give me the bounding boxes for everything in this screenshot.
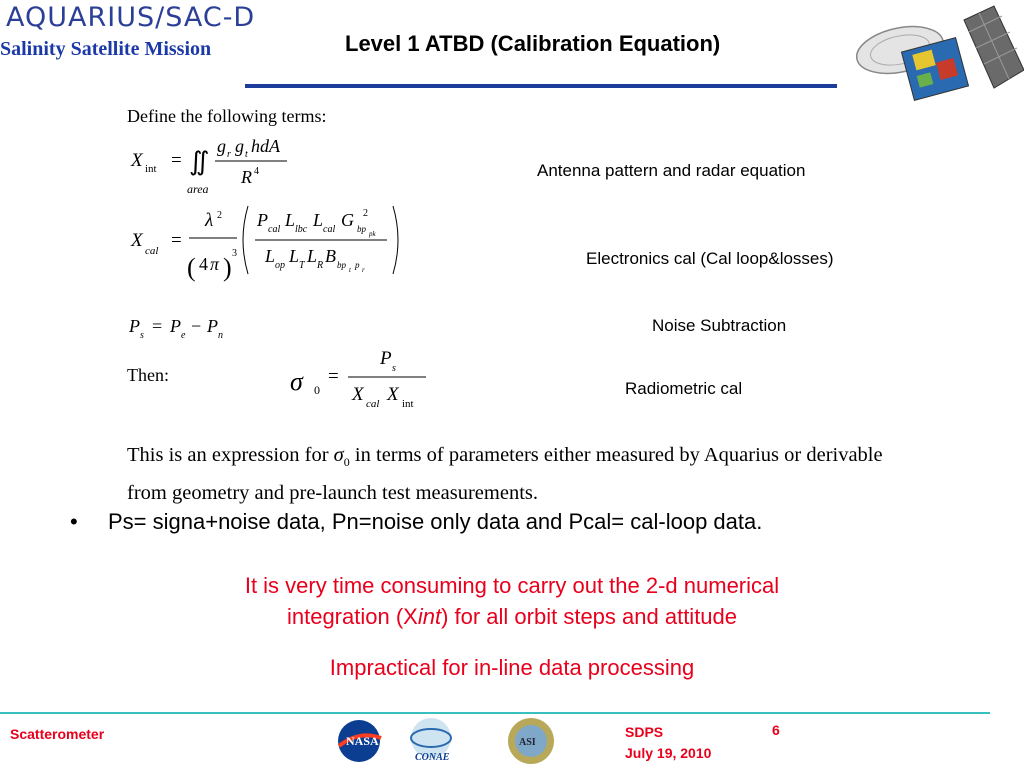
then-text: Then: [127, 365, 169, 385]
title-underline [245, 84, 837, 88]
svg-text:s: s [392, 363, 396, 374]
svg-text:g: g [217, 136, 226, 156]
equation-x-int [125, 132, 305, 200]
svg-text:t: t [245, 149, 248, 160]
svg-text:p: p [355, 260, 360, 270]
svg-text:4: 4 [254, 166, 259, 177]
svg-text:CONAE: CONAE [415, 752, 450, 763]
svg-text:L: L [289, 246, 300, 266]
svg-text:P: P [207, 316, 218, 336]
footer-divider [0, 712, 990, 714]
svg-text:int: int [145, 163, 157, 175]
svg-text:3: 3 [232, 248, 237, 259]
svg-text:=: = [328, 366, 339, 387]
svg-text:(: ( [187, 253, 196, 282]
label-radiometric: Radiometric cal [625, 379, 743, 398]
svg-text:cal: cal [323, 224, 336, 235]
label-noise: Noise Subtraction [652, 316, 787, 335]
svg-text:r: r [227, 149, 231, 160]
svg-text:4: 4 [199, 254, 208, 274]
svg-text:bp: bp [337, 260, 346, 270]
svg-text:L: L [313, 210, 324, 230]
svg-text:area: area [187, 182, 209, 196]
equation-x-cal [125, 198, 410, 288]
svg-text:op: op [275, 260, 285, 271]
bullet-dot-icon: • [70, 509, 78, 534]
svg-text:B: B [325, 246, 336, 266]
equation-ps [125, 312, 245, 344]
svg-text:bp: bp [357, 224, 366, 234]
svg-text:=: = [171, 230, 182, 251]
svg-text:X: X [131, 150, 143, 171]
paragraph-part-2: in terms of parameters either measured by Aquarius or derivable from geometry and pre-launch test measurements. [127, 444, 883, 505]
svg-text:P: P [257, 210, 268, 230]
svg-text:P: P [170, 316, 181, 336]
impractical-note: Impractical for in-line data processing [329, 655, 695, 680]
footer-date: July 19, 2010 [625, 745, 712, 761]
svg-text:lbc: lbc [295, 224, 308, 235]
slide-title: Level 1 ATBD (Calibration Equation) [345, 31, 721, 56]
page-number: 6 [772, 722, 780, 738]
aquarius-logo: AQUARIUS/SAC-D [6, 2, 256, 33]
svg-text:n: n [218, 330, 223, 341]
svg-text:s: s [140, 330, 144, 341]
time-consuming-note [132, 570, 892, 632]
svg-text:L: L [265, 246, 276, 266]
agency-logos [335, 716, 565, 766]
svg-text:NASA: NASA [346, 734, 379, 748]
svg-text:X: X [131, 230, 143, 251]
svg-text:T: T [299, 260, 305, 271]
svg-text:cal: cal [268, 224, 281, 235]
svg-text:e: e [181, 330, 186, 341]
svg-text:cal: cal [145, 245, 159, 257]
svg-text:R: R [317, 260, 324, 271]
label-electronics: Electronics cal (Cal loop&losses) [586, 249, 834, 268]
conae-logo [411, 718, 451, 763]
satellite-illustration [852, 2, 1024, 112]
label-antenna: Antenna pattern and radar equation [537, 161, 806, 180]
svg-text:P: P [129, 316, 140, 336]
asi-logo [508, 718, 554, 764]
svg-text:L: L [307, 246, 318, 266]
note-line-1: It is very time consuming to carry out the 2-d numerical [244, 573, 780, 598]
svg-text:λ: λ [205, 210, 214, 231]
svg-text:hdA: hdA [251, 136, 280, 156]
svg-text:G: G [341, 210, 354, 230]
svg-text:π: π [210, 254, 220, 274]
svg-text:r: r [362, 266, 365, 274]
nasa-logo [338, 720, 381, 762]
svg-text:X: X [387, 384, 399, 405]
svg-text:=: = [152, 316, 163, 336]
intro-text: Define the following terms: [127, 106, 327, 126]
explanation-paragraph [127, 440, 887, 509]
paragraph-part-1: This is an expression for [127, 444, 334, 466]
svg-text:X: X [352, 384, 364, 405]
svg-text:L: L [285, 210, 296, 230]
svg-text:ASI: ASI [519, 737, 536, 748]
svg-text:−: − [191, 316, 202, 336]
svg-text:int: int [402, 398, 414, 410]
svg-text:cal: cal [366, 398, 380, 410]
svg-text:R: R [241, 167, 252, 187]
mission-subtitle: Salinity Satellite Mission [0, 38, 212, 60]
svg-text:pk: pk [369, 230, 376, 238]
bullet-text: Ps= signa+noise data, Pn=noise only data and Pcal= cal-loop data. [108, 509, 763, 534]
footer-scatterometer: Scatterometer [10, 726, 105, 742]
svg-text:0: 0 [314, 383, 320, 397]
note-line-2: integration (Xint) for all orbit steps and attitude [286, 604, 738, 629]
sigma0-inline: $\sigma_0$ [333, 444, 350, 470]
svg-text:=: = [171, 150, 182, 171]
svg-text:P: P [380, 348, 392, 369]
svg-text:2: 2 [217, 210, 222, 221]
svg-text:): ) [223, 253, 232, 282]
svg-text:σ: σ [290, 367, 303, 396]
svg-text:2: 2 [363, 208, 368, 219]
footer-info [625, 722, 711, 764]
equation-sigma0 [288, 344, 438, 410]
svg-text:∬: ∬ [189, 147, 210, 176]
footer-sdps: SDPS [625, 724, 664, 740]
svg-text:t: t [349, 266, 351, 274]
svg-text:g: g [235, 136, 244, 156]
